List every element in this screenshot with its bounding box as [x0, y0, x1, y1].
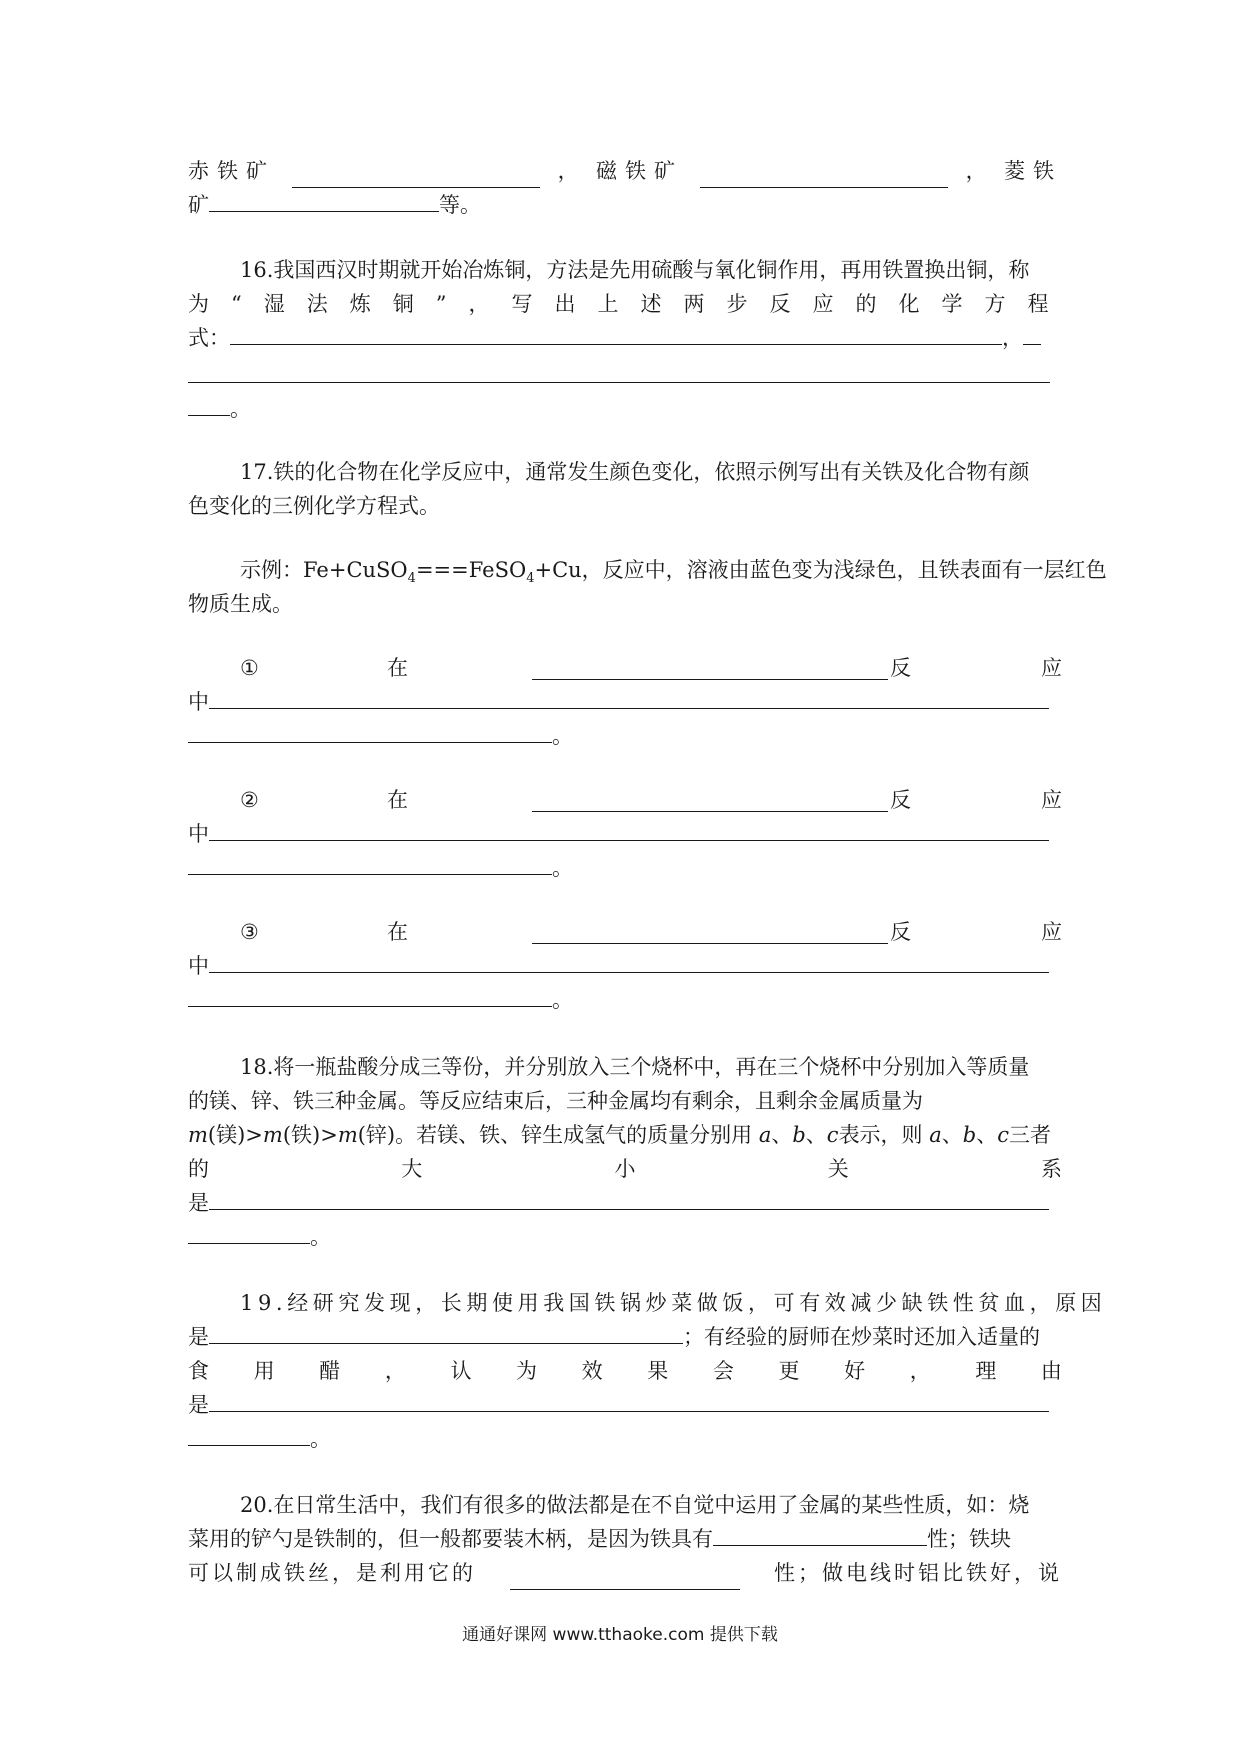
- text: 反: [890, 788, 911, 812]
- var-m: m: [337, 1123, 358, 1147]
- text: ===FeSO: [415, 558, 527, 582]
- text: 小: [614, 1157, 636, 1181]
- subscript: 4: [526, 571, 535, 587]
- text: 大: [401, 1157, 423, 1181]
- text: ，: [384, 1359, 406, 1383]
- text: 理: [975, 1359, 997, 1383]
- text: 用: [253, 1359, 275, 1383]
- text: 是: [188, 1325, 209, 1349]
- page-footer: 通通好课网 www.tthaoke.com 提供下载: [462, 1625, 778, 1645]
- text: 是: [188, 1191, 209, 1215]
- text: 等。: [439, 193, 481, 217]
- q19-line2: [188, 1320, 1062, 1354]
- text: ；有经验的厨师在炒菜时还加入适量的: [683, 1325, 1040, 1349]
- text: ，: [557, 159, 579, 183]
- q17-item2-line3: [188, 851, 1062, 885]
- text: 更: [778, 1359, 800, 1383]
- var-a: a: [758, 1123, 772, 1147]
- text: 。: [552, 724, 573, 748]
- answer-blank[interactable]: [230, 322, 1002, 345]
- q17-item3-line3: [188, 983, 1062, 1017]
- answer-blank[interactable]: [188, 393, 230, 416]
- text: 中: [188, 690, 209, 714]
- q15-line2: [188, 188, 1062, 222]
- text: 认: [450, 1359, 472, 1383]
- answer-blank[interactable]: [209, 818, 1049, 841]
- answer-blank[interactable]: [188, 852, 552, 875]
- answer-blank[interactable]: [532, 789, 888, 812]
- answer-blank[interactable]: [188, 1221, 310, 1244]
- text: 应: [1041, 656, 1062, 680]
- q17-item2-line2: [188, 817, 1062, 851]
- text: 关: [827, 1157, 849, 1181]
- text: 为: [516, 1359, 538, 1383]
- text: 性；铁块: [927, 1527, 1011, 1551]
- text: 三者: [1009, 1123, 1051, 1147]
- text: (锌)。若镁、铁、锌生成氢气的质量分别用: [357, 1123, 753, 1147]
- text: 菜用的铲勺是铁制的，但一般都要装木柄，是因为铁具有: [188, 1527, 713, 1551]
- text: 应: [1041, 920, 1062, 944]
- text: 、: [941, 1123, 963, 1147]
- q18-line4: [188, 1152, 1062, 1186]
- text: 效: [581, 1359, 603, 1383]
- text: 19.经研究发现，长期使用我国铁锅炒菜做饭，可有效减少缺铁性贫血，原因: [240, 1291, 1107, 1315]
- text: 由: [1040, 1359, 1062, 1383]
- text: 。: [552, 856, 573, 880]
- q19-line3: [188, 1354, 1062, 1388]
- text: 反: [890, 920, 911, 944]
- answer-blank[interactable]: [209, 686, 1049, 709]
- text: 矿: [188, 193, 209, 217]
- text: (镁)>: [207, 1123, 263, 1147]
- answer-blank[interactable]: [292, 165, 540, 188]
- answer-blank[interactable]: [188, 1423, 310, 1446]
- answer-blank[interactable]: [209, 189, 439, 212]
- text: +Cu，反应中，溶液由蓝色变为浅绿色，且铁表面有一层红色: [534, 558, 1107, 582]
- text: 会: [712, 1359, 734, 1383]
- text: 表示，则: [838, 1123, 923, 1147]
- answer-blank[interactable]: [188, 720, 552, 743]
- answer-rule[interactable]: [188, 382, 1050, 383]
- q18-line6: [188, 1220, 1062, 1254]
- q17-item3-line2: [188, 949, 1062, 983]
- q19-line4: [188, 1388, 1062, 1422]
- q18-line1: 18.将一瓶盐酸分成三等份，并分别放入三个烧杯中，再在三个烧杯中分别加入等质量: [240, 1055, 1030, 1079]
- subscript: 4: [407, 571, 416, 587]
- q20-line3: [188, 1556, 1062, 1590]
- var-b: b: [962, 1123, 977, 1147]
- text: 菱铁: [1003, 159, 1062, 183]
- text: ，: [909, 1359, 931, 1383]
- q17-example-line2: 物质生成。: [188, 592, 293, 616]
- text: (铁)>: [282, 1123, 338, 1147]
- var-a: a: [929, 1123, 942, 1147]
- q17-example-line1: [240, 553, 1107, 587]
- text: 可以制成铁丝，是利用它的: [188, 1561, 476, 1585]
- circled-number: ②: [240, 788, 259, 812]
- text: 赤铁矿: [188, 159, 275, 183]
- text: 反: [890, 656, 911, 680]
- q16-line4: [188, 392, 1062, 426]
- text: 。: [310, 1427, 331, 1451]
- q18-line3: [188, 1118, 1062, 1152]
- answer-blank[interactable]: [209, 950, 1049, 973]
- text: 、: [805, 1123, 827, 1147]
- text: ，: [965, 159, 987, 183]
- text: 的: [188, 1157, 209, 1181]
- text: 中: [188, 822, 209, 846]
- q17-item1-line2: [188, 685, 1062, 719]
- var-m: m: [262, 1123, 283, 1147]
- text: 在: [387, 788, 408, 812]
- text: 在: [387, 656, 408, 680]
- text: 、: [976, 1123, 998, 1147]
- q19-line1: [240, 1286, 1107, 1320]
- q17-line1: 17.铁的化合物在化学反应中，通常发生颜色变化，依照示例写出有关铁及化合物有颜: [240, 460, 1030, 484]
- text: 磁铁矿: [595, 159, 683, 183]
- text: 好: [844, 1359, 866, 1383]
- text: 示例：Fe+CuSO: [240, 558, 408, 582]
- text: 为“湿法炼铜”，写出上述两步反应的化学方程: [188, 292, 1071, 316]
- text: 式：: [188, 326, 230, 350]
- text: 系: [1041, 1157, 1062, 1181]
- q18-line5: [188, 1186, 1062, 1220]
- answer-blank[interactable]: [510, 1567, 740, 1590]
- var-c: c: [826, 1123, 839, 1147]
- answer-blank[interactable]: [713, 1523, 927, 1546]
- answer-blank[interactable]: [532, 657, 888, 680]
- q17-line2: 色变化的三例化学方程式。: [188, 494, 440, 518]
- text: 。: [310, 1225, 331, 1249]
- text: 。: [552, 988, 573, 1012]
- text: 醋: [319, 1359, 341, 1383]
- q19-line5: [188, 1422, 1062, 1456]
- text: 、: [771, 1123, 793, 1147]
- text: 在: [387, 920, 408, 944]
- text: 。: [230, 397, 251, 421]
- circled-number: ①: [240, 656, 259, 680]
- text: 应: [1041, 788, 1062, 812]
- text: 中: [188, 954, 209, 978]
- q20-line1: 20.在日常生活中，我们有很多的做法都是在不自觉中运用了金属的某些性质，如：烧: [240, 1493, 1030, 1517]
- var-c: c: [997, 1123, 1009, 1147]
- text: 是: [188, 1393, 209, 1417]
- q17-item2-line1: [188, 783, 1062, 817]
- var-b: b: [792, 1123, 806, 1147]
- var-m: m: [188, 1123, 208, 1147]
- answer-blank[interactable]: [1023, 322, 1041, 345]
- answer-blank[interactable]: [209, 1321, 683, 1344]
- q16-line1: 16.我国西汉时期就开始冶炼铜，方法是先用硫酸与氧化铜作用，再用铁置换出铜，称: [240, 258, 1030, 282]
- q17-item3-line1: [188, 915, 1062, 949]
- q16-line2: [188, 287, 1071, 321]
- q20-line2: [188, 1522, 1062, 1556]
- q15-line1: [188, 154, 1062, 188]
- q17-item1-line3: [188, 719, 1062, 753]
- q18-line2: 的镁、锌、铁三种金属。等反应结束后，三种金属均有剩余，且剩余金属质量为: [188, 1089, 923, 1113]
- text: 果: [647, 1359, 669, 1383]
- text: 食: [188, 1359, 209, 1383]
- q16-line3: 式： ，: [188, 321, 1062, 355]
- text: 性；做电线时铝比铁好，说: [774, 1561, 1062, 1585]
- answer-blank[interactable]: [532, 921, 888, 944]
- answer-blank[interactable]: [209, 1187, 1049, 1210]
- answer-blank[interactable]: [700, 165, 948, 188]
- circled-number: ③: [240, 920, 259, 944]
- q17-item1-line1: [188, 651, 1062, 685]
- answer-blank[interactable]: [209, 1389, 1049, 1412]
- answer-blank[interactable]: [188, 984, 552, 1007]
